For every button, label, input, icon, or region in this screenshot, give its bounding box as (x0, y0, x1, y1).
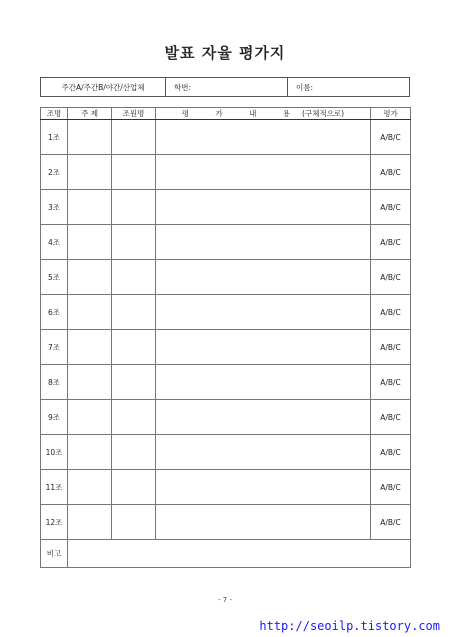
remark-cell[interactable] (68, 540, 411, 568)
group-cell: 5조 (41, 260, 68, 295)
grade-cell: A/B/C (371, 225, 411, 260)
topic-cell[interactable] (68, 190, 112, 225)
watermark-url: http://seoilp.tistory.com (259, 619, 440, 633)
topic-cell[interactable] (68, 435, 112, 470)
group-cell: 2조 (41, 155, 68, 190)
members-cell[interactable] (112, 470, 156, 505)
table-row (41, 330, 411, 365)
group-cell: 3조 (41, 190, 68, 225)
topic-cell[interactable] (68, 505, 112, 540)
topic-cell[interactable] (68, 470, 112, 505)
members-cell[interactable] (112, 190, 156, 225)
group-cell: 6조 (41, 295, 68, 330)
header-content (156, 108, 371, 120)
topic-cell[interactable] (68, 225, 112, 260)
members-cell[interactable] (112, 225, 156, 260)
table-row (41, 120, 411, 155)
content-cell[interactable] (156, 365, 371, 400)
header-content-main: 평 가 내 용 (181, 109, 303, 118)
grade-cell: A/B/C (371, 330, 411, 365)
table-row (41, 260, 411, 295)
content-cell[interactable] (156, 155, 371, 190)
group-cell: 4조 (41, 225, 68, 260)
topic-cell[interactable] (68, 120, 112, 155)
table-row (41, 505, 411, 540)
header-grade: 평가 (371, 108, 411, 120)
content-cell[interactable] (156, 400, 371, 435)
table-row (41, 155, 411, 190)
topic-cell[interactable] (68, 330, 112, 365)
page-title: 발표 자율 평가지 (164, 44, 286, 62)
header-group: 조명 (41, 108, 68, 120)
table-row (41, 225, 411, 260)
group-cell: 11조 (41, 470, 68, 505)
grade-cell: A/B/C (371, 505, 411, 540)
content-cell[interactable] (156, 330, 371, 365)
remark-label: 비고 (41, 540, 68, 568)
grade-cell: A/B/C (371, 470, 411, 505)
evaluation-table (40, 107, 411, 568)
members-cell[interactable] (112, 260, 156, 295)
members-cell[interactable] (112, 505, 156, 540)
topic-cell[interactable] (68, 260, 112, 295)
page-number: - 7 - (218, 596, 232, 604)
grade-cell: A/B/C (371, 435, 411, 470)
grade-cell: A/B/C (371, 365, 411, 400)
members-cell[interactable] (112, 155, 156, 190)
table-row (41, 365, 411, 400)
header-content-sub: (구체적으로) (302, 109, 345, 118)
topic-cell[interactable] (68, 295, 112, 330)
group-cell: 9조 (41, 400, 68, 435)
grade-cell: A/B/C (371, 260, 411, 295)
group-cell: 10조 (41, 435, 68, 470)
members-cell[interactable] (112, 120, 156, 155)
group-cell: 8조 (41, 365, 68, 400)
content-cell[interactable] (156, 505, 371, 540)
members-cell[interactable] (112, 365, 156, 400)
members-cell[interactable] (112, 295, 156, 330)
table-header-row (41, 108, 411, 120)
content-cell[interactable] (156, 470, 371, 505)
members-cell[interactable] (112, 435, 156, 470)
members-cell[interactable] (112, 400, 156, 435)
name-label: 이름: (296, 82, 314, 92)
content-cell[interactable] (156, 295, 371, 330)
grade-cell: A/B/C (371, 120, 411, 155)
grade-cell: A/B/C (371, 295, 411, 330)
table-row (41, 470, 411, 505)
grade-cell: A/B/C (371, 155, 411, 190)
content-cell[interactable] (156, 225, 371, 260)
table-row (41, 295, 411, 330)
group-cell: 7조 (41, 330, 68, 365)
group-cell: 12조 (41, 505, 68, 540)
table-row (41, 400, 411, 435)
content-cell[interactable] (156, 190, 371, 225)
student-id-label: 학번: (166, 78, 288, 96)
group-cell: 1조 (41, 120, 68, 155)
remark-row (41, 540, 411, 568)
members-cell[interactable] (112, 330, 156, 365)
grade-cell: A/B/C (371, 400, 411, 435)
content-cell[interactable] (156, 435, 371, 470)
topic-cell[interactable] (68, 400, 112, 435)
topic-cell[interactable] (68, 365, 112, 400)
grade-cell: A/B/C (371, 190, 411, 225)
content-cell[interactable] (156, 260, 371, 295)
topic-cell[interactable] (68, 155, 112, 190)
header-topic: 주 제 (68, 108, 112, 120)
class-options: 주간A/주간B/야간/산업체 (41, 78, 166, 96)
student-info-box (40, 77, 410, 97)
content-cell[interactable] (156, 120, 371, 155)
table-row (41, 435, 411, 470)
header-members: 조원명 (112, 108, 156, 120)
table-row (41, 190, 411, 225)
